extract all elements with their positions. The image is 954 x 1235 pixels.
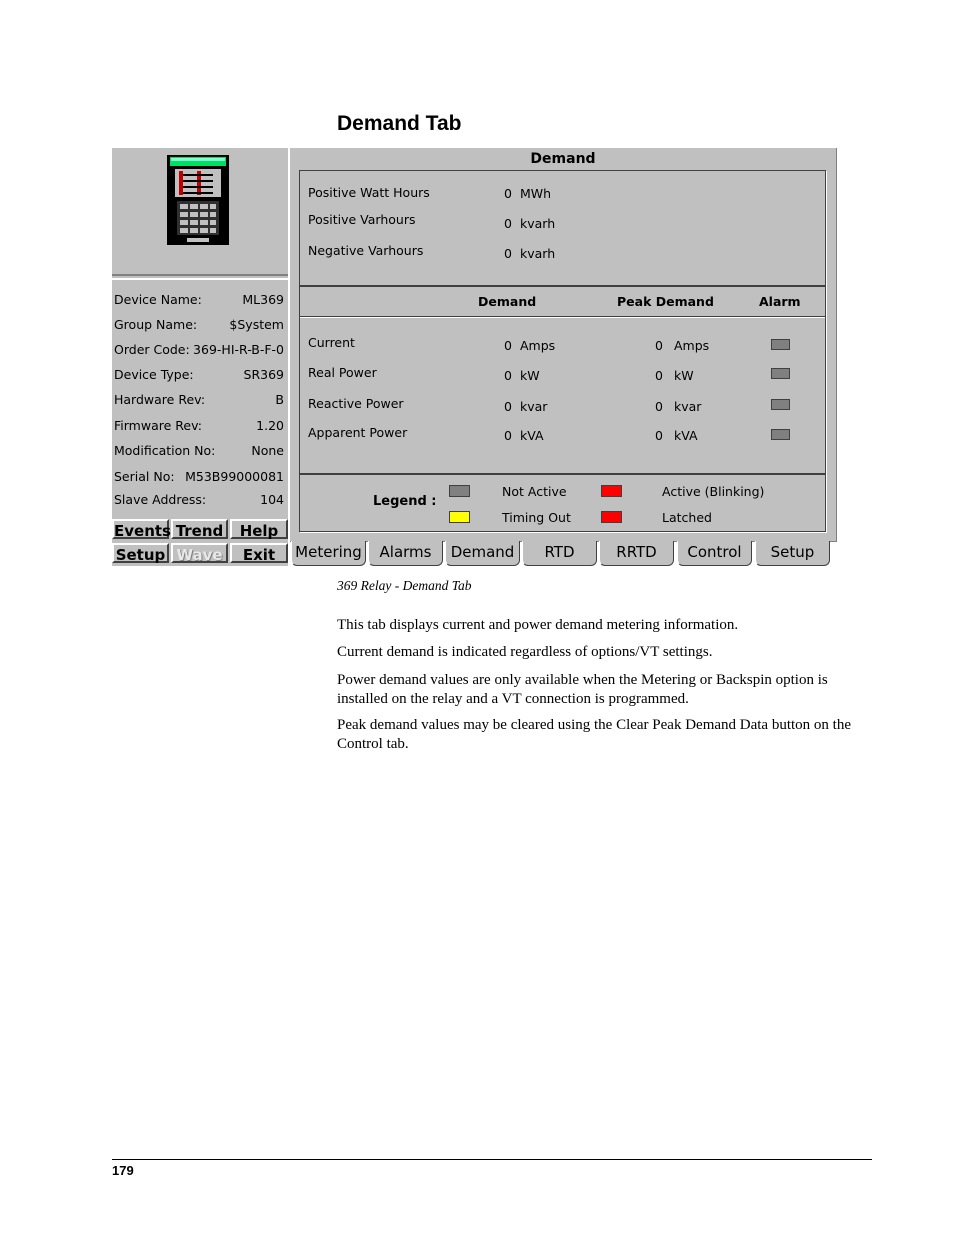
energy-value: 0	[504, 186, 512, 201]
info-value: ML369	[242, 292, 284, 307]
trend-button[interactable]: Trend	[171, 519, 228, 539]
energy-value: 0	[504, 216, 512, 231]
info-value: SR369	[243, 367, 284, 382]
legend-group	[299, 474, 826, 532]
demand-row-label: Current	[308, 335, 355, 350]
demand-unit: kVA	[520, 428, 544, 443]
demand-value: 0	[504, 399, 512, 414]
slave-address-row	[114, 492, 284, 512]
energy-group	[299, 170, 826, 286]
body-paragraph: Peak demand values may be cleared using the Clear Peak Demand Data button on the Control tab.	[337, 717, 851, 752]
body-paragraph: Current demand is indicated regardless of options/VT settings.	[337, 644, 713, 660]
demand-unit: Amps	[520, 338, 556, 353]
info-label: Hardware Rev:	[114, 392, 206, 407]
device-image-box	[112, 148, 288, 276]
peak-unit: kvar	[674, 399, 702, 414]
info-value: 104	[260, 492, 284, 507]
body-paragraph: Power demand values are only available when the Metering or Backspin option is installed on the relay and a VT connection is programmed.	[337, 672, 828, 707]
info-label: Order Code:	[114, 342, 190, 357]
legend-title: Legend :	[373, 494, 437, 509]
info-value: None	[251, 443, 284, 458]
relay-device-icon	[167, 155, 229, 245]
timing-out-label: Timing Out	[502, 510, 571, 525]
latched-swatch	[601, 511, 622, 523]
alarm-indicator	[771, 368, 790, 379]
tab-control[interactable]: Control	[677, 541, 752, 566]
energy-unit: kvarh	[520, 246, 556, 261]
demand-column-header: Demand	[478, 294, 537, 309]
order-code-row	[114, 342, 284, 362]
demand-value: 0	[504, 368, 512, 383]
demand-row-label: Real Power	[308, 365, 377, 380]
panel-title: Demand	[530, 151, 596, 167]
info-label: Group Name:	[114, 317, 198, 332]
latched-label: Latched	[662, 510, 712, 525]
not-active-swatch	[449, 485, 470, 497]
exit-button[interactable]: Exit	[230, 543, 288, 563]
peak-demand-column-header: Peak Demand	[617, 294, 714, 309]
events-button[interactable]: Events	[112, 519, 169, 539]
tab-rtd[interactable]: RTD	[522, 541, 597, 566]
energy-label: Negative Varhours	[308, 243, 424, 258]
tab-metering[interactable]: Metering	[291, 541, 366, 566]
serial-no-row	[114, 469, 284, 489]
info-value: $System	[229, 317, 284, 332]
energy-label: Positive Watt Hours	[308, 185, 430, 200]
info-label: Serial No:	[114, 469, 175, 484]
not-active-label: Not Active	[502, 484, 567, 499]
device-info-list	[112, 278, 288, 514]
alarm-indicator	[771, 339, 790, 350]
active-blinking-label: Active (Blinking)	[662, 484, 765, 499]
modification-no-row	[114, 443, 284, 463]
info-label: Firmware Rev:	[114, 418, 203, 433]
info-label: Device Type:	[114, 367, 194, 382]
firmware-rev-row	[114, 418, 284, 438]
peak-unit: Amps	[674, 338, 710, 353]
alarm-indicator	[771, 429, 790, 440]
demand-unit: kvar	[520, 399, 548, 414]
peak-unit: kVA	[674, 428, 698, 443]
active-blinking-swatch	[601, 485, 622, 497]
tab-alarms[interactable]: Alarms	[368, 541, 443, 566]
demand-row-label: Reactive Power	[308, 396, 404, 411]
peak-value: 0	[655, 399, 663, 414]
info-label: Modification No:	[114, 443, 216, 458]
info-value: M53B99000081	[185, 469, 284, 484]
hardware-rev-row	[114, 392, 284, 412]
alarm-column-header: Alarm	[759, 294, 801, 309]
energy-unit: kvarh	[520, 216, 556, 231]
tab-rrtd[interactable]: RRTD	[599, 541, 674, 566]
alarm-indicator	[771, 399, 790, 410]
energy-value: 0	[504, 246, 512, 261]
peak-unit: kW	[674, 368, 694, 383]
demand-value: 0	[504, 338, 512, 353]
demand-unit: kW	[520, 368, 540, 383]
demand-panel	[290, 148, 837, 542]
tab-demand[interactable]: Demand	[445, 541, 520, 566]
info-value: B	[275, 392, 284, 407]
tab-setup[interactable]: Setup	[755, 541, 830, 566]
info-label: Slave Address:	[114, 492, 207, 507]
help-button[interactable]: Help	[230, 519, 288, 539]
figure-caption: 369 Relay - Demand Tab	[337, 578, 472, 593]
page-heading: Demand Tab	[337, 112, 462, 135]
device-name-row	[114, 292, 284, 312]
body-paragraph: This tab displays current and power demand metering information.	[337, 617, 739, 633]
demand-row-label: Apparent Power	[308, 425, 408, 440]
peak-value: 0	[655, 338, 663, 353]
demand-column-headers	[299, 286, 826, 317]
page-number: 179	[112, 1163, 134, 1178]
demand-value: 0	[504, 428, 512, 443]
peak-value: 0	[655, 428, 663, 443]
energy-unit: MWh	[520, 186, 552, 201]
info-value: 369-HI-R-B-F-0	[193, 342, 284, 357]
info-label: Device Name:	[114, 292, 202, 307]
energy-label: Positive Varhours	[308, 212, 416, 227]
device-panel	[112, 148, 288, 566]
timing-out-swatch	[449, 511, 470, 523]
group-name-row	[114, 317, 284, 337]
setup-button[interactable]: Setup	[112, 543, 169, 563]
device-type-row	[114, 367, 284, 387]
peak-value: 0	[655, 368, 663, 383]
wave-button[interactable]: Wave	[171, 543, 228, 563]
demand-rows-group	[299, 316, 826, 474]
info-value: 1.20	[256, 418, 284, 433]
footer-divider	[112, 1159, 872, 1160]
